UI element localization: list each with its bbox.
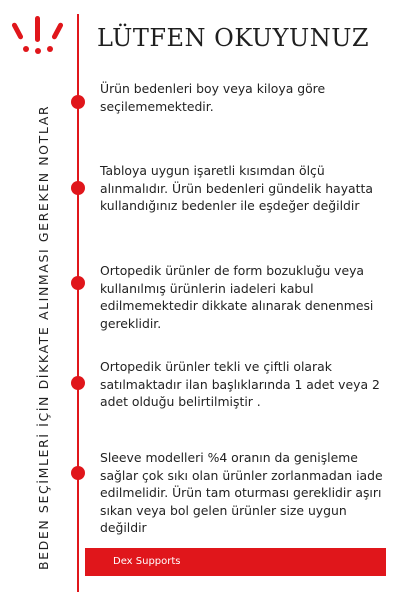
note-item: Ortopedik ürünler tekli ve çiftli olarak satılmaktadır ilan başlıklarında 1 adet veya 2 adet olduğu belirtilmiştir .	[100, 359, 380, 409]
footer-brand-bar: Dex Supports	[85, 548, 386, 576]
page-title: LÜTFEN OKUYUNUZ	[97, 24, 370, 52]
timeline-dot	[71, 376, 85, 390]
timeline-dot	[71, 276, 85, 290]
exclamation-marks-icon	[8, 12, 70, 58]
note-item: Ürün bedenleri boy veya kiloya göre seçilememektedir.	[100, 81, 326, 114]
note-item: Ortopedik ürünler de form bozukluğu veya kullanılmış ürünlerin iadeleri kabul edilmemektedir dikkate alınarak denenmesi gereklidir.	[100, 263, 374, 331]
timeline-dot	[71, 95, 85, 109]
timeline-dot	[71, 181, 85, 195]
note-item: Tabloya uygun işaretli kısımdan ölçü alınmalıdır. Ürün bedenleri gündelik hayatta kullandığınız bedenler ile eşdeğer değildir	[100, 163, 373, 213]
timeline-dot	[71, 466, 85, 480]
note-item: Sleeve modelleri %4 oranın da genişleme sağlar çok sıkı olan ürünler zorlanmadan iade edilmelidir. Ürün tam oturması gereklidir aşırı sıkan veya bol gelen ürünler size uygun değildir	[100, 450, 383, 535]
side-heading: BEDEN SEÇİMLERİ İÇİN DİKKATE ALINMASI GEREKEN NOTLAR	[36, 104, 51, 570]
